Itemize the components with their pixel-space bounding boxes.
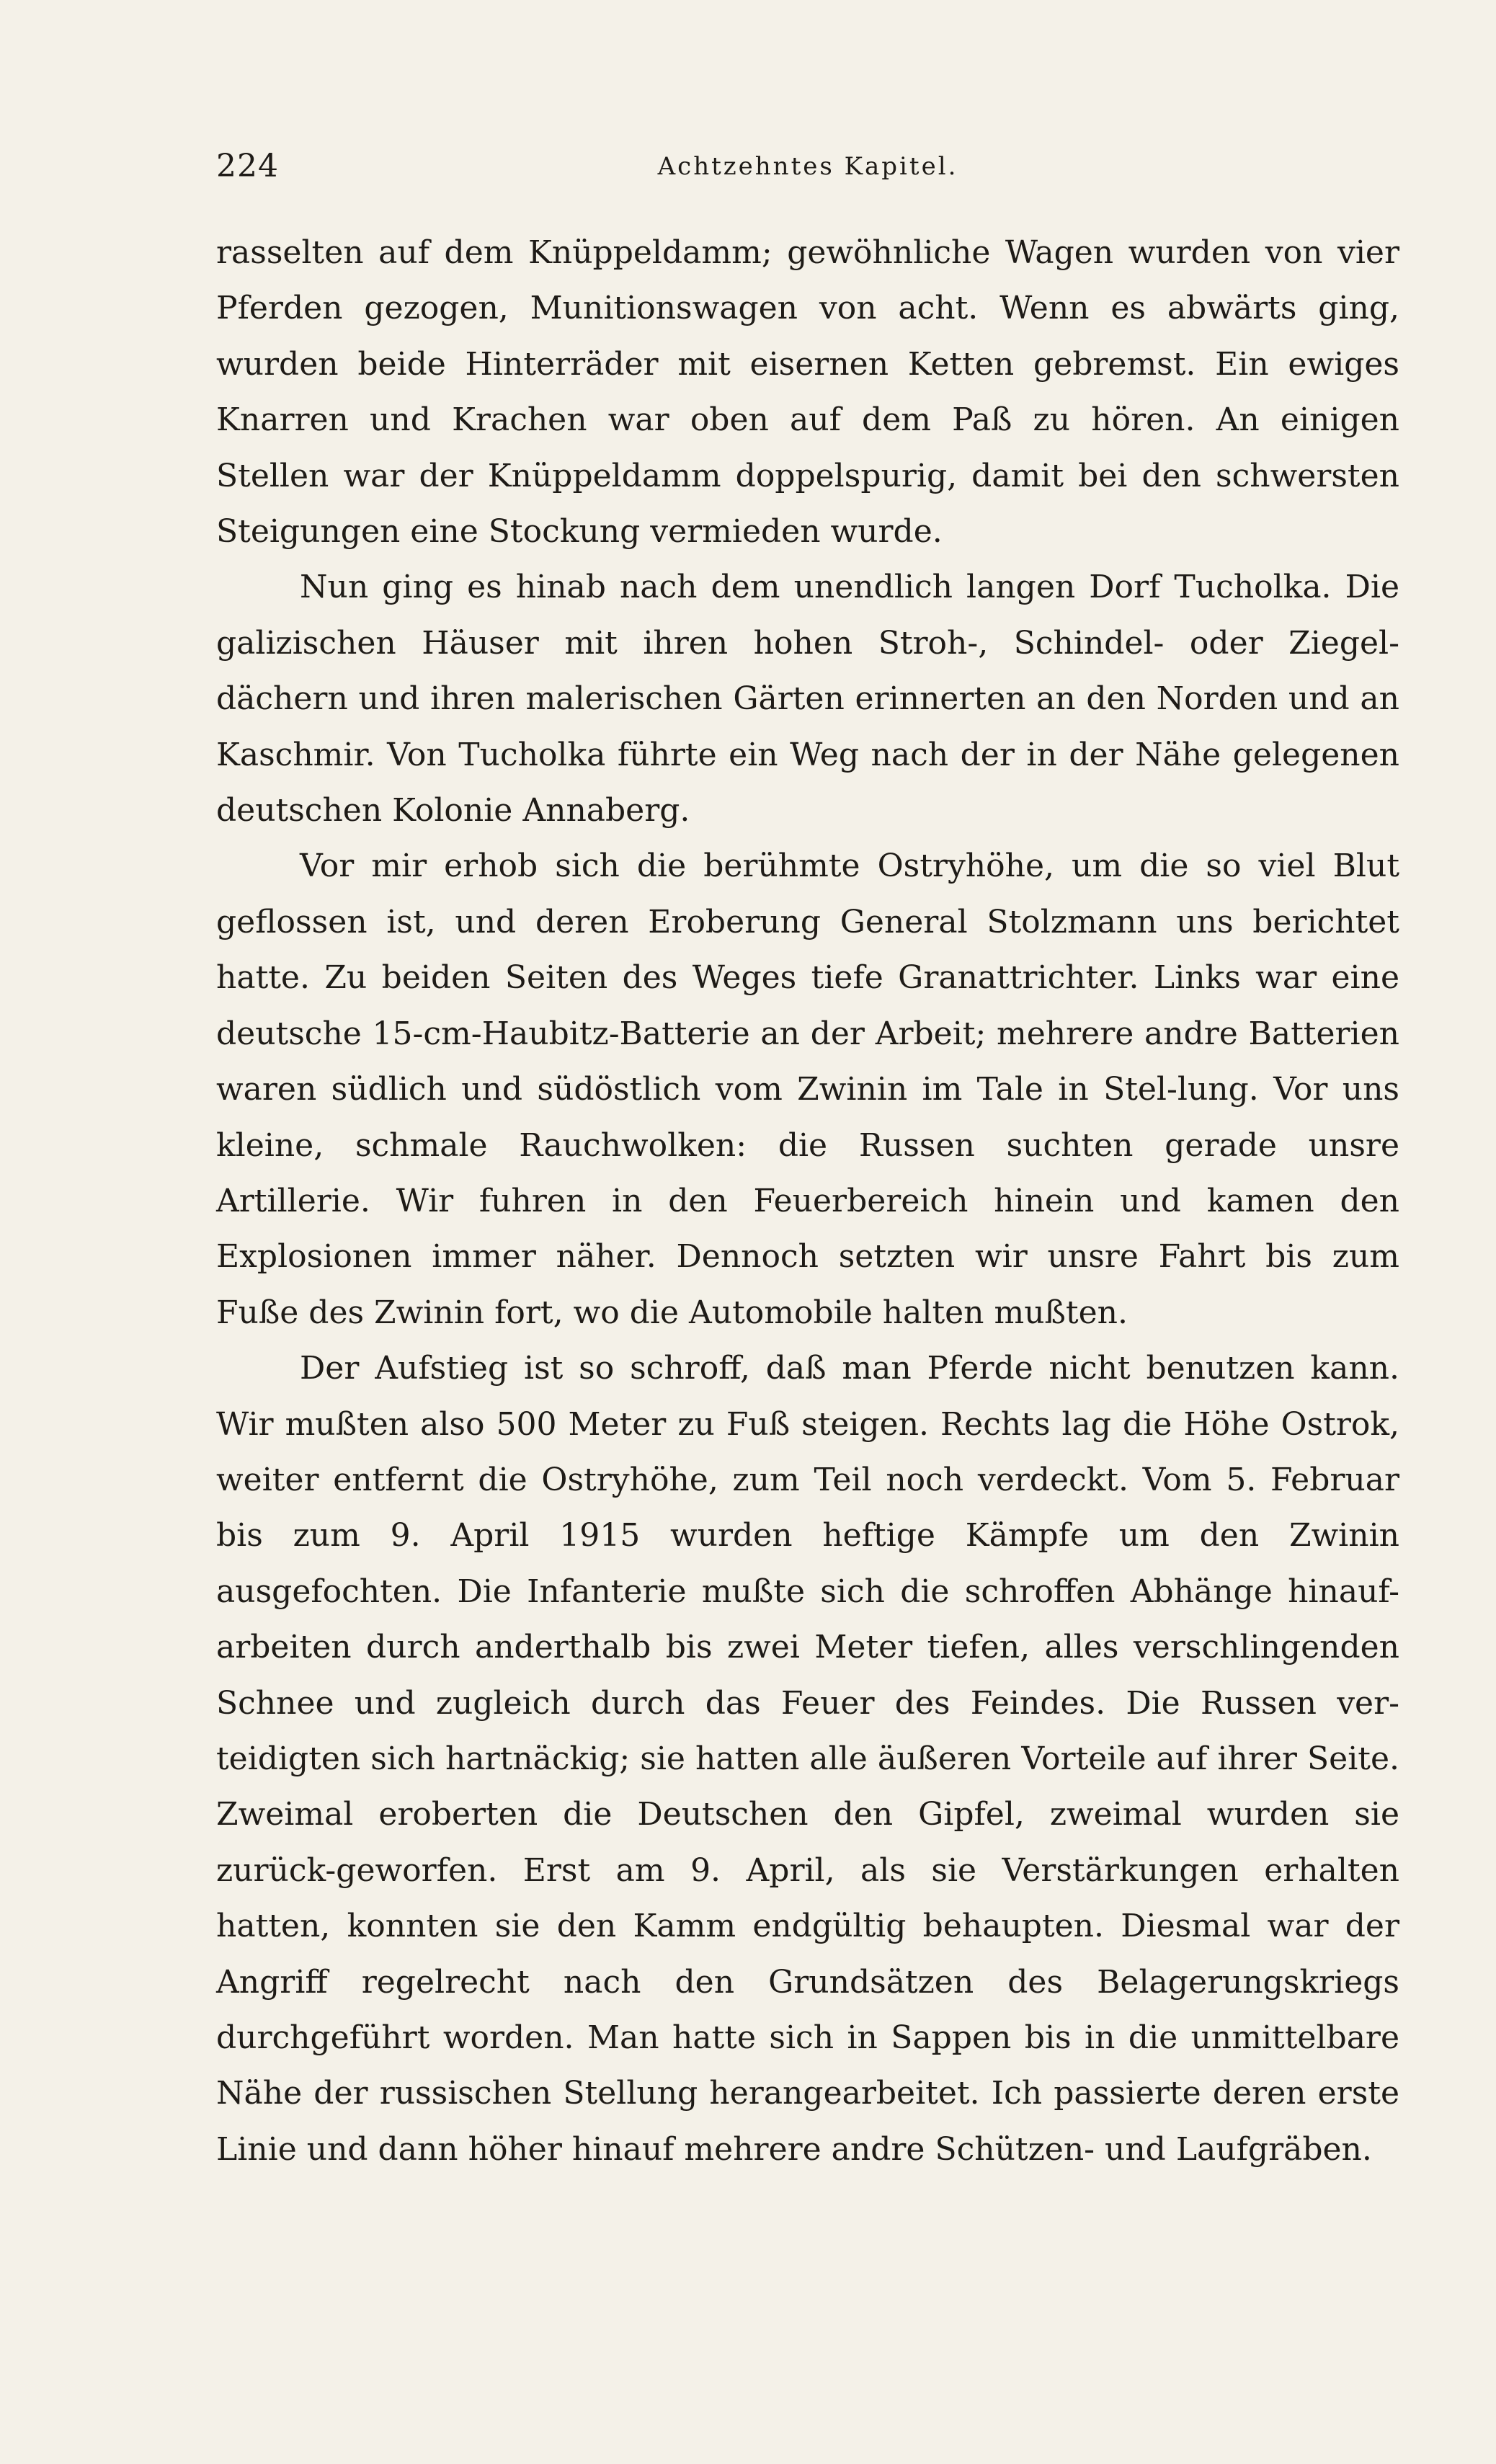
page-number: 224	[216, 148, 279, 184]
paragraph-continued: rasselten auf dem Knüppeldamm; gewöhnliche Wagen wurden von vier Pferden gezogen, Munitionswagen von acht. Wenn es abwärts ging, wurden beide Hinterräder mit eisernen Ketten gebremst. Ein ewiges Knarren und Krachen war oben auf dem Paß zu hören. An einigen Stellen war der Knüppeldamm doppelspurig, damit bei den schwersten Steigungen eine Stockung vermieden wurde.	[216, 234, 1399, 551]
paragraph-zwinin: Der Aufstieg ist so schroff, daß man Pferde nicht benutzen kann. Wir mußten also 500 Meter zu Fuß steigen. Rechts lag die Höhe Ostrok, weiter entfernt die Ostryhöhe, zum Teil noch verdeckt. Vom 5. Februar bis zum 9. April 1915 wurden heftige Kämpfe um den Zwinin ausgefochten. Die Infanterie mußte sich die schroffen Abhänge hinauf-arbeiten durch anderthalb bis zwei Meter tiefen, alles verschlingenden Schnee und zugleich durch das Feuer des Feindes. Die Russen ver-teidigten sich hartnäckig; sie hatten alle äußeren Vorteile auf ihrer Seite. Zweimal eroberten die Deutschen den Gipfel, zweimal wurden sie zurück-geworfen. Erst am 9. April, als sie Verstärkungen erhalten hatten, konnten sie den Kamm endgültig behaupten. Diesmal war der Angriff regelrecht nach den Grundsätzen des Belagerungskriegs durchgeführt worden. Man hatte sich in Sappen bis in die unmittelbare Nähe der russischen Stellung herangearbeitet. Ich passierte deren erste Linie und dann höher hinauf mehrere andre Schützen- und Laufgräben.	[216, 1350, 1399, 2168]
chapter-title: Achtzehntes Kapitel.	[657, 152, 958, 181]
running-head	[216, 141, 1399, 192]
paragraph-tucholka: Nun ging es hinab nach dem unendlich langen Dorf Tucholka. Die galizischen Häuser mit ihren hohen Stroh-, Schindel- oder Ziegel-dächern und ihren malerischen Gärten erinnerten an den Norden und an Kaschmir. Von Tucholka führte ein Weg nach der in der Nähe gelegenen deutschen Kolonie Annaberg.	[216, 569, 1399, 830]
body-text	[216, 225, 1399, 2177]
paragraph-ostryhoehe: Vor mir erhob sich die berühmte Ostryhöhe, um die so viel Blut geflossen ist, und deren Eroberung General Stolzmann uns berichtet hatte. Zu beiden Seiten des Weges tiefe Granattrichter. Links war eine deutsche 15-cm-Haubitz-Batterie an der Arbeit; mehrere andre Batterien waren südlich und südöstlich vom Zwinin im Tale in Stel-lung. Vor uns kleine, schmale Rauchwolken: die Russen suchten gerade unsre Artillerie. Wir fuhren in den Feuerbereich hinein und kamen den Explosionen immer näher. Dennoch setzten wir unsre Fahrt bis zum Fuße des Zwinin fort, wo die Automobile halten mußten.	[216, 848, 1399, 1331]
